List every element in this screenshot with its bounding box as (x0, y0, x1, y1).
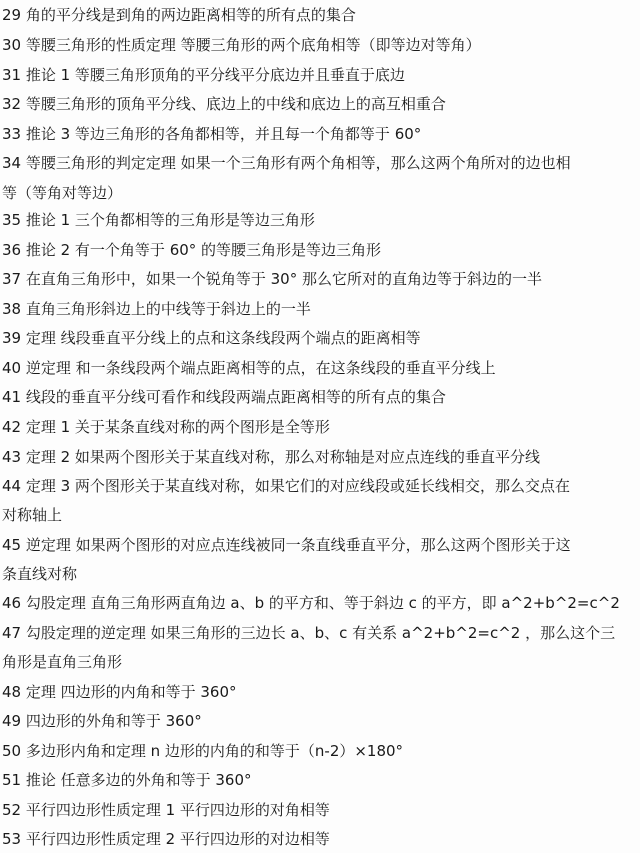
text-line: 50 多边形内角和定理 n 边形的内角的和等于（n-2）×180° (2, 742, 404, 760)
text-line: 32 等腰三角形的顶角平分线、底边上的中线和底边上的高互相重合 (2, 95, 446, 113)
text-line: 29 角的平分线是到角的两边距离相等的所有点的集合 (2, 6, 356, 24)
text-line: 角形是直角三角形 (2, 653, 123, 671)
text-line: 46 勾股定理 直角三角形两直角边 a、b 的平方和、等于斜边 c 的平方，即 a^2+b^2=c^2 (2, 594, 620, 612)
text-line: 37 在直角三角形中，如果一个锐角等于 30° 那么它所对的直角边等于斜边的一半 (2, 270, 542, 288)
text-line: 41 线段的垂直平分线可看作和线段两端点距离相等的所有点的集合 (2, 388, 446, 406)
text-line: 49 四边形的外角和等于 360° (2, 712, 202, 730)
text-line: 30 等腰三角形的性质定理 等腰三角形的两个底角相等（即等边对等角） (2, 36, 481, 54)
text-line: 47 勾股定理的逆定理 如果三角形的三边长 a、b、c 有关系 a^2+b^2=c^2 ，那么这个三 (2, 624, 616, 642)
text-line: 38 直角三角形斜边上的中线等于斜边上的一半 (2, 300, 311, 318)
text-line: 对称轴上 (2, 506, 63, 524)
text-line: 42 定理 1 关于某条直线对称的两个图形是全等形 (2, 418, 330, 436)
text-line: 39 定理 线段垂直平分线上的点和这条线段两个端点的距离相等 (2, 329, 421, 347)
text-line: 40 逆定理 和一条线段两个端点距离相等的点，在这条线段的垂直平分线上 (2, 359, 496, 377)
text-line: 45 逆定理 如果两个图形的对应点连线被同一条直线垂直平分，那么这两个图形关于这 (2, 536, 571, 554)
text-line: 48 定理 四边形的内角和等于 360° (2, 683, 237, 701)
text-line: 52 平行四边形性质定理 1 平行四边形的对角相等 (2, 801, 330, 819)
text-line: 33 推论 3 等边三角形的各角都相等，并且每一个角都等于 60° (2, 125, 422, 143)
text-line: 34 等腰三角形的判定定理 如果一个三角形有两个角相等，那么这两个角所对的边也相 (2, 154, 571, 172)
text-line: 44 定理 3 两个图形关于某直线对称，如果它们的对应线段或延长线相交，那么交点在 (2, 477, 570, 495)
text-line: 36 推论 2 有一个角等于 60° 的等腰三角形是等边三角形 (2, 241, 382, 259)
text-line: 51 推论 任意多边的外角和等于 360° (2, 771, 252, 789)
text-line: 31 推论 1 等腰三角形顶角的平分线平分底边并且垂直于底边 (2, 66, 405, 84)
text-line: 53 平行四边形性质定理 2 平行四边形的对边相等 (2, 830, 330, 848)
text-line: 条直线对称 (2, 565, 78, 583)
text-line: 等（等角对等边） (2, 184, 123, 202)
text-line: 35 推论 1 三个角都相等的三角形是等边三角形 (2, 211, 315, 229)
text-line: 43 定理 2 如果两个图形关于某直线对称，那么对称轴是对应点连线的垂直平分线 (2, 448, 540, 466)
